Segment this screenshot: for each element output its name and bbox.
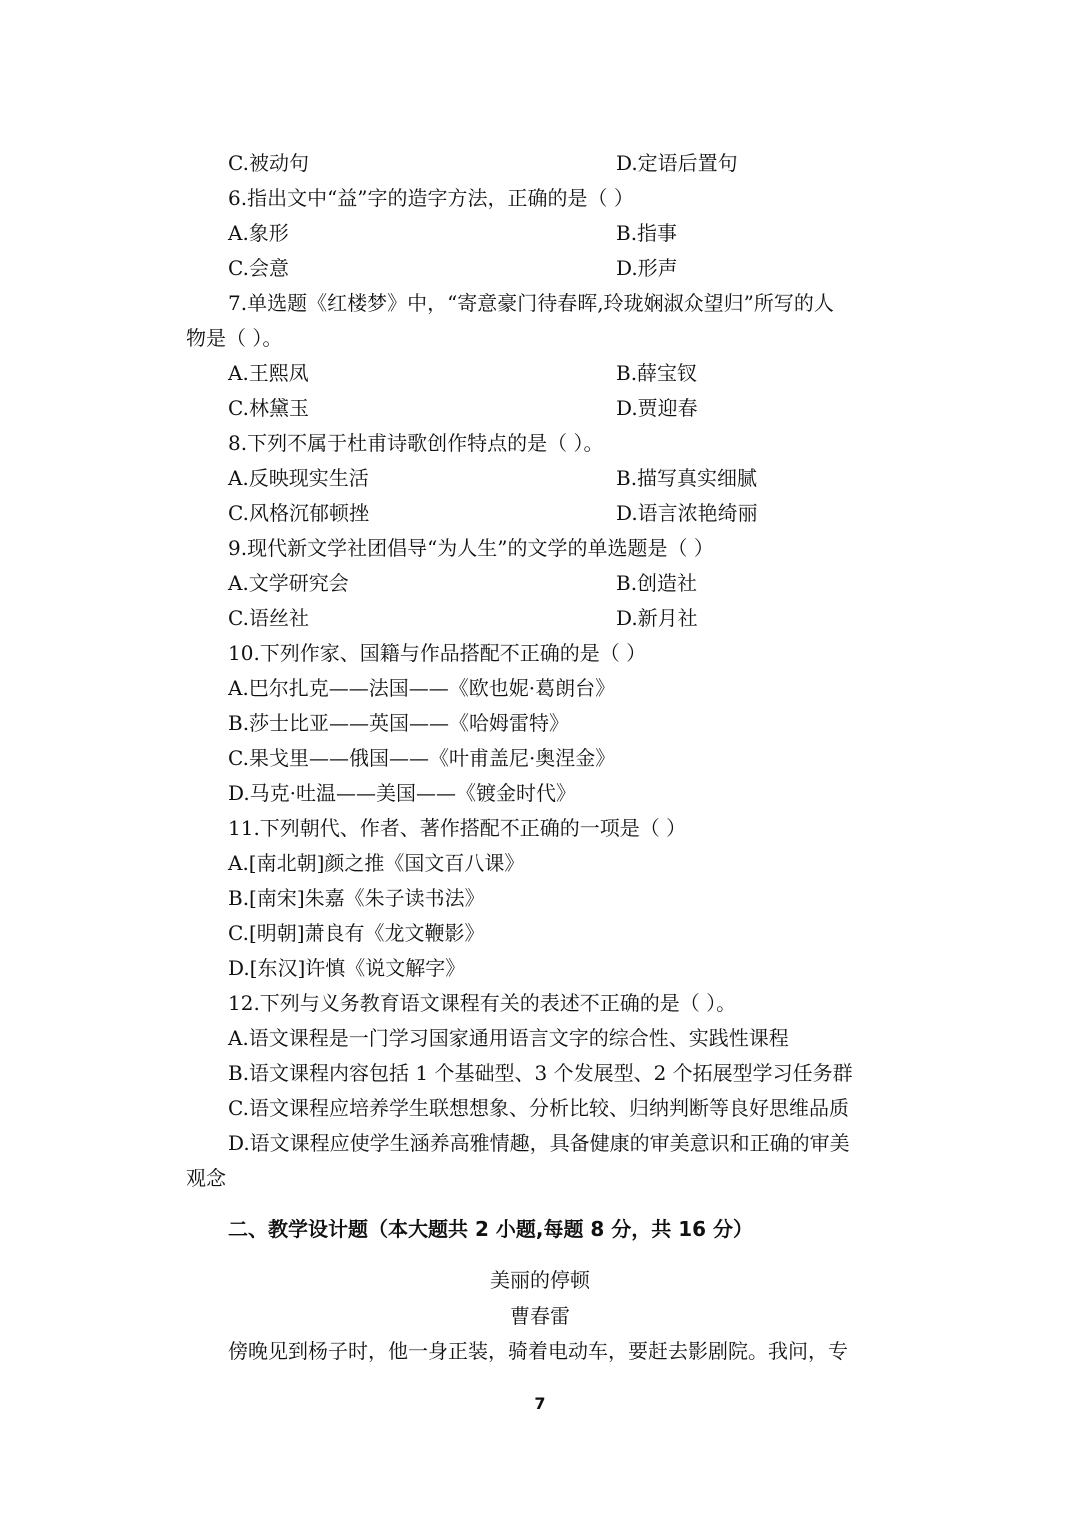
q12-stem: 12.下列与义务教育语文课程有关的表述不正确的是（ ）。	[228, 991, 737, 1015]
q11-option-d: D.[东汉]许慎《说文解字》	[228, 956, 466, 980]
q9-option-d: D.新月社	[616, 606, 698, 630]
q9-option-a: A.文学研究会	[228, 571, 349, 595]
q11-option-c: C.[明朝]萧良有《龙文鞭影》	[228, 921, 485, 945]
q7-option-d: D.贾迎春	[616, 396, 698, 420]
q6-option-c: C.会意	[228, 256, 289, 280]
q8-option-d: D.语言浓艳绮丽	[616, 501, 758, 525]
q12-option-a: A.语文课程是一门学习国家通用语言文字的综合性、实践性课程	[228, 1026, 789, 1050]
q11-stem: 11.下列朝代、作者、著作搭配不正确的一项是（ ）	[228, 816, 687, 840]
q5-option-c: C.被动句	[228, 151, 309, 175]
q10-stem: 10.下列作家、国籍与作品搭配不正确的是（ ）	[228, 641, 647, 665]
q8-option-c: C.风格沉郁顿挫	[228, 501, 369, 525]
q7-option-a: A.王熙凤	[228, 361, 309, 385]
q6-option-a: A.象形	[228, 221, 289, 245]
section-2-title: 二、教学设计题（本大题共 2 小题,每题 8 分，共 16 分）	[228, 1217, 754, 1241]
q10-option-b: B.莎士比亚——英国——《哈姆雷特》	[228, 711, 570, 735]
q10-option-a: A.巴尔扎克——法国——《欧也妮·葛朗台》	[228, 676, 616, 700]
q7-stem-line1: 7.单选题《红楼梦》中，“寄意豪门待春晖,玲珑娴淑众望归”所写的人	[228, 291, 834, 315]
q12-option-d-line1: D.语文课程应使学生涵养高雅情趣，具备健康的审美意识和正确的审美	[228, 1131, 850, 1155]
q5-option-d: D.定语后置句	[616, 151, 738, 175]
page-number: 7	[534, 1394, 546, 1413]
q8-option-a: A.反映现实生活	[228, 466, 369, 490]
q9-option-b: B.创造社	[616, 571, 698, 595]
q12-option-d-line2: 观念	[186, 1166, 226, 1190]
q12-option-b: B.语文课程内容包括 1 个基础型、3 个发展型、2 个拓展型学习任务群	[228, 1061, 853, 1085]
q9-option-c: C.语丝社	[228, 606, 309, 630]
q7-stem-line2: 物是（ ）。	[186, 326, 283, 350]
q8-stem: 8.下列不属于杜甫诗歌创作特点的是（ ）。	[228, 431, 604, 455]
q11-option-b: B.[南宋]朱嘉《朱子读书法》	[228, 886, 485, 910]
q8-option-b: B.描写真实细腻	[616, 466, 758, 490]
q6-stem: 6.指出文中“益”字的造字方法，正确的是（ ）	[228, 186, 634, 210]
q6-option-b: B.指事	[616, 221, 678, 245]
article-author: 曹春雷	[510, 1304, 570, 1328]
q7-option-b: B.薛宝钗	[616, 361, 698, 385]
article-paragraph: 傍晚见到杨子时，他一身正装，骑着电动车，要赶去影剧院。我问，专	[228, 1339, 848, 1363]
q11-option-a: A.[南北朝]颜之推《国文百八课》	[228, 851, 525, 875]
q10-option-c: C.果戈里——俄国——《叶甫盖尼·奥涅金》	[228, 746, 616, 770]
q12-option-c: C.语文课程应培养学生联想想象、分析比较、归纳判断等良好思维品质	[228, 1096, 849, 1120]
q9-stem: 9.现代新文学社团倡导“为人生”的文学的单选题是（ ）	[228, 536, 714, 560]
q10-option-d: D.马克·吐温——美国——《镀金时代》	[228, 781, 577, 805]
article-title: 美丽的停顿	[490, 1268, 590, 1292]
q6-option-d: D.形声	[616, 256, 678, 280]
q7-option-c: C.林黛玉	[228, 396, 309, 420]
